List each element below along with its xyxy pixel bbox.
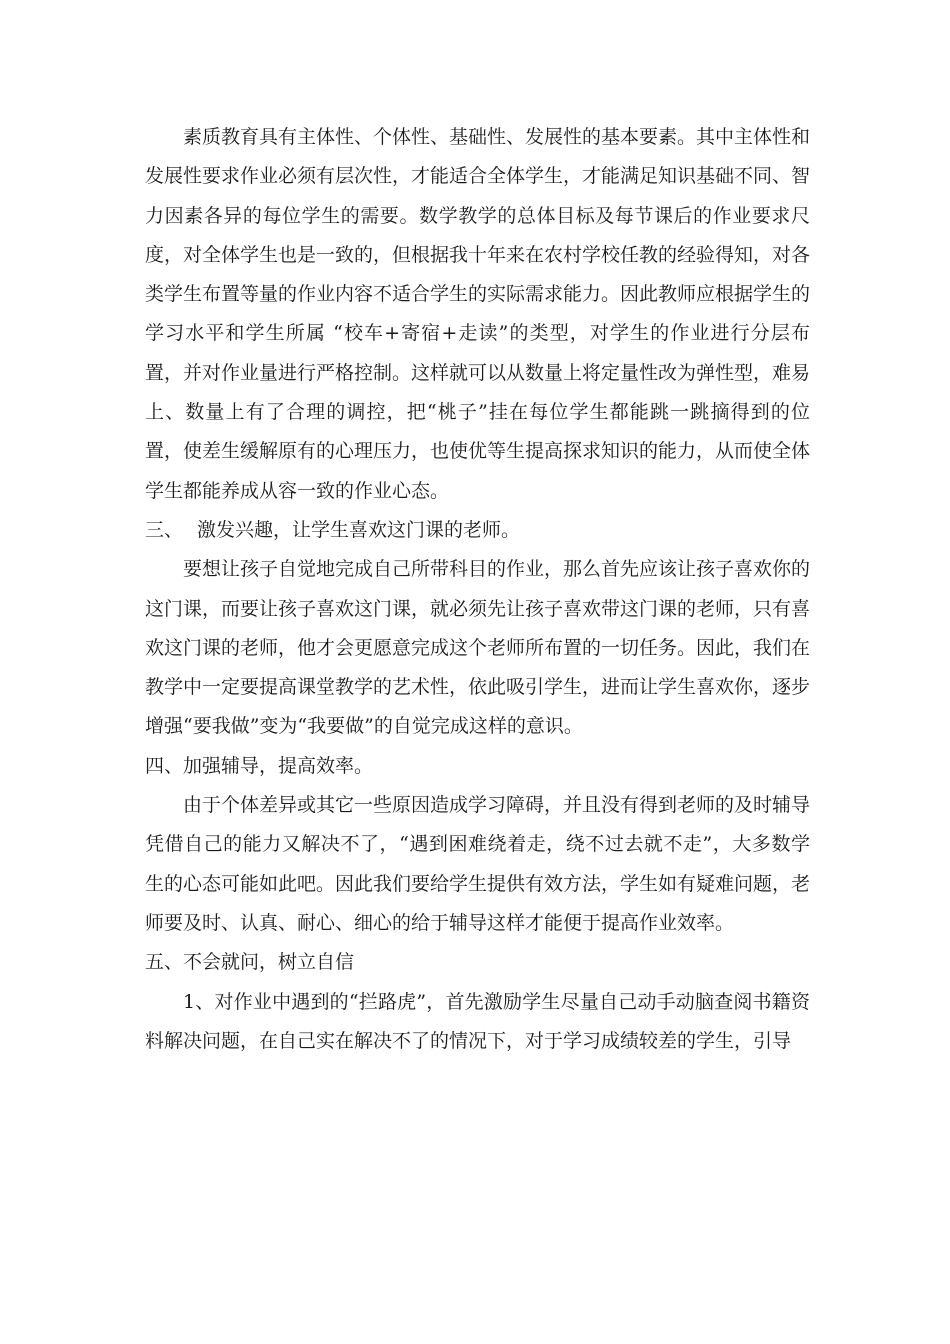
- section-heading-5: [145, 943, 810, 982]
- paragraph-ask-questions: 1、对作业中遇到的“拦路虎”，首先激励学生尽量自己动手动脑查阅书籍资料解决问题，在自己实在解决不了的情况下，对于学习成绩较差的学生，引导: [145, 990, 810, 1052]
- section-number: 四、: [145, 754, 184, 777]
- paragraph-quality-education: 素质教育具有主体性、个体性、基础性、发展性的基本要素。其中主体性和发展性要求作业必须有层次性，才能适合全体学生，才能满足知识基础不同、智力因素各异的每位学生的需要。数学教学的总体目标及每节课后的作业要求尺度，对全体学生也是一致的，但根据我十年来在农村学校任教的经验得知，对各类学生布置等量的作业内容不适合学生的实际需求能力。因此教师应根据学生的学习水平和学生所属 “校车+寄宿+走读”的类型，对学生的作业进行分层布置，并对作业量进行严格控制。这样就可以从数量上将定量性改为弹性型，难易上、数量上有了合理的调控，把“桃子”挂在每位学生都能跳一跳摘得到的位置，使差生缓解原有的心理压力，也使优等生提高探求知识的能力，从而使全体学生都能养成从容一致的作业心态。: [145, 126, 811, 502]
- paragraph-interest: 要想让孩子自觉地完成自己所带科目的作业，那么首先应该让孩子喜欢你的这门课，而要让孩子喜欢这门课，就必须先让孩子喜欢带这门课的老师，只有喜欢这门课的老师，他才会更愿意完成这个老师所布置的一切任务。因此，我们在教学中一定要提高课堂教学的艺术性，依此吸引学生，进而让学生喜欢你，逐步增强“要我做”变为“我要做”的自觉完成这样的意识。: [145, 558, 811, 738]
- section-number: 五、: [145, 951, 184, 974]
- section-heading-3: [145, 511, 810, 550]
- section-title: 加强辅导，提高效率。: [183, 754, 374, 777]
- section-number: 三、: [145, 518, 184, 541]
- document-body: [145, 118, 810, 1061]
- section-title: 不会就问，树立自信: [183, 951, 355, 974]
- section-heading-4: [145, 747, 810, 786]
- paragraph-tutoring: 由于个体差异或其它一些原因造成学习障碍，并且没有得到老师的及时辅导凭借自己的能力又解决不了，“遇到困难绕着走，绕不过去就不走”，大多数学生的心态可能如此吧。因此我们要给学生提供有效方法，学生如有疑难问题，老师要及时、认真、耐心、细心的给于辅导这样才能便于提高作业效率。: [145, 794, 811, 934]
- section-title: 激发兴趣，让学生喜欢这门课的老师。: [197, 518, 521, 541]
